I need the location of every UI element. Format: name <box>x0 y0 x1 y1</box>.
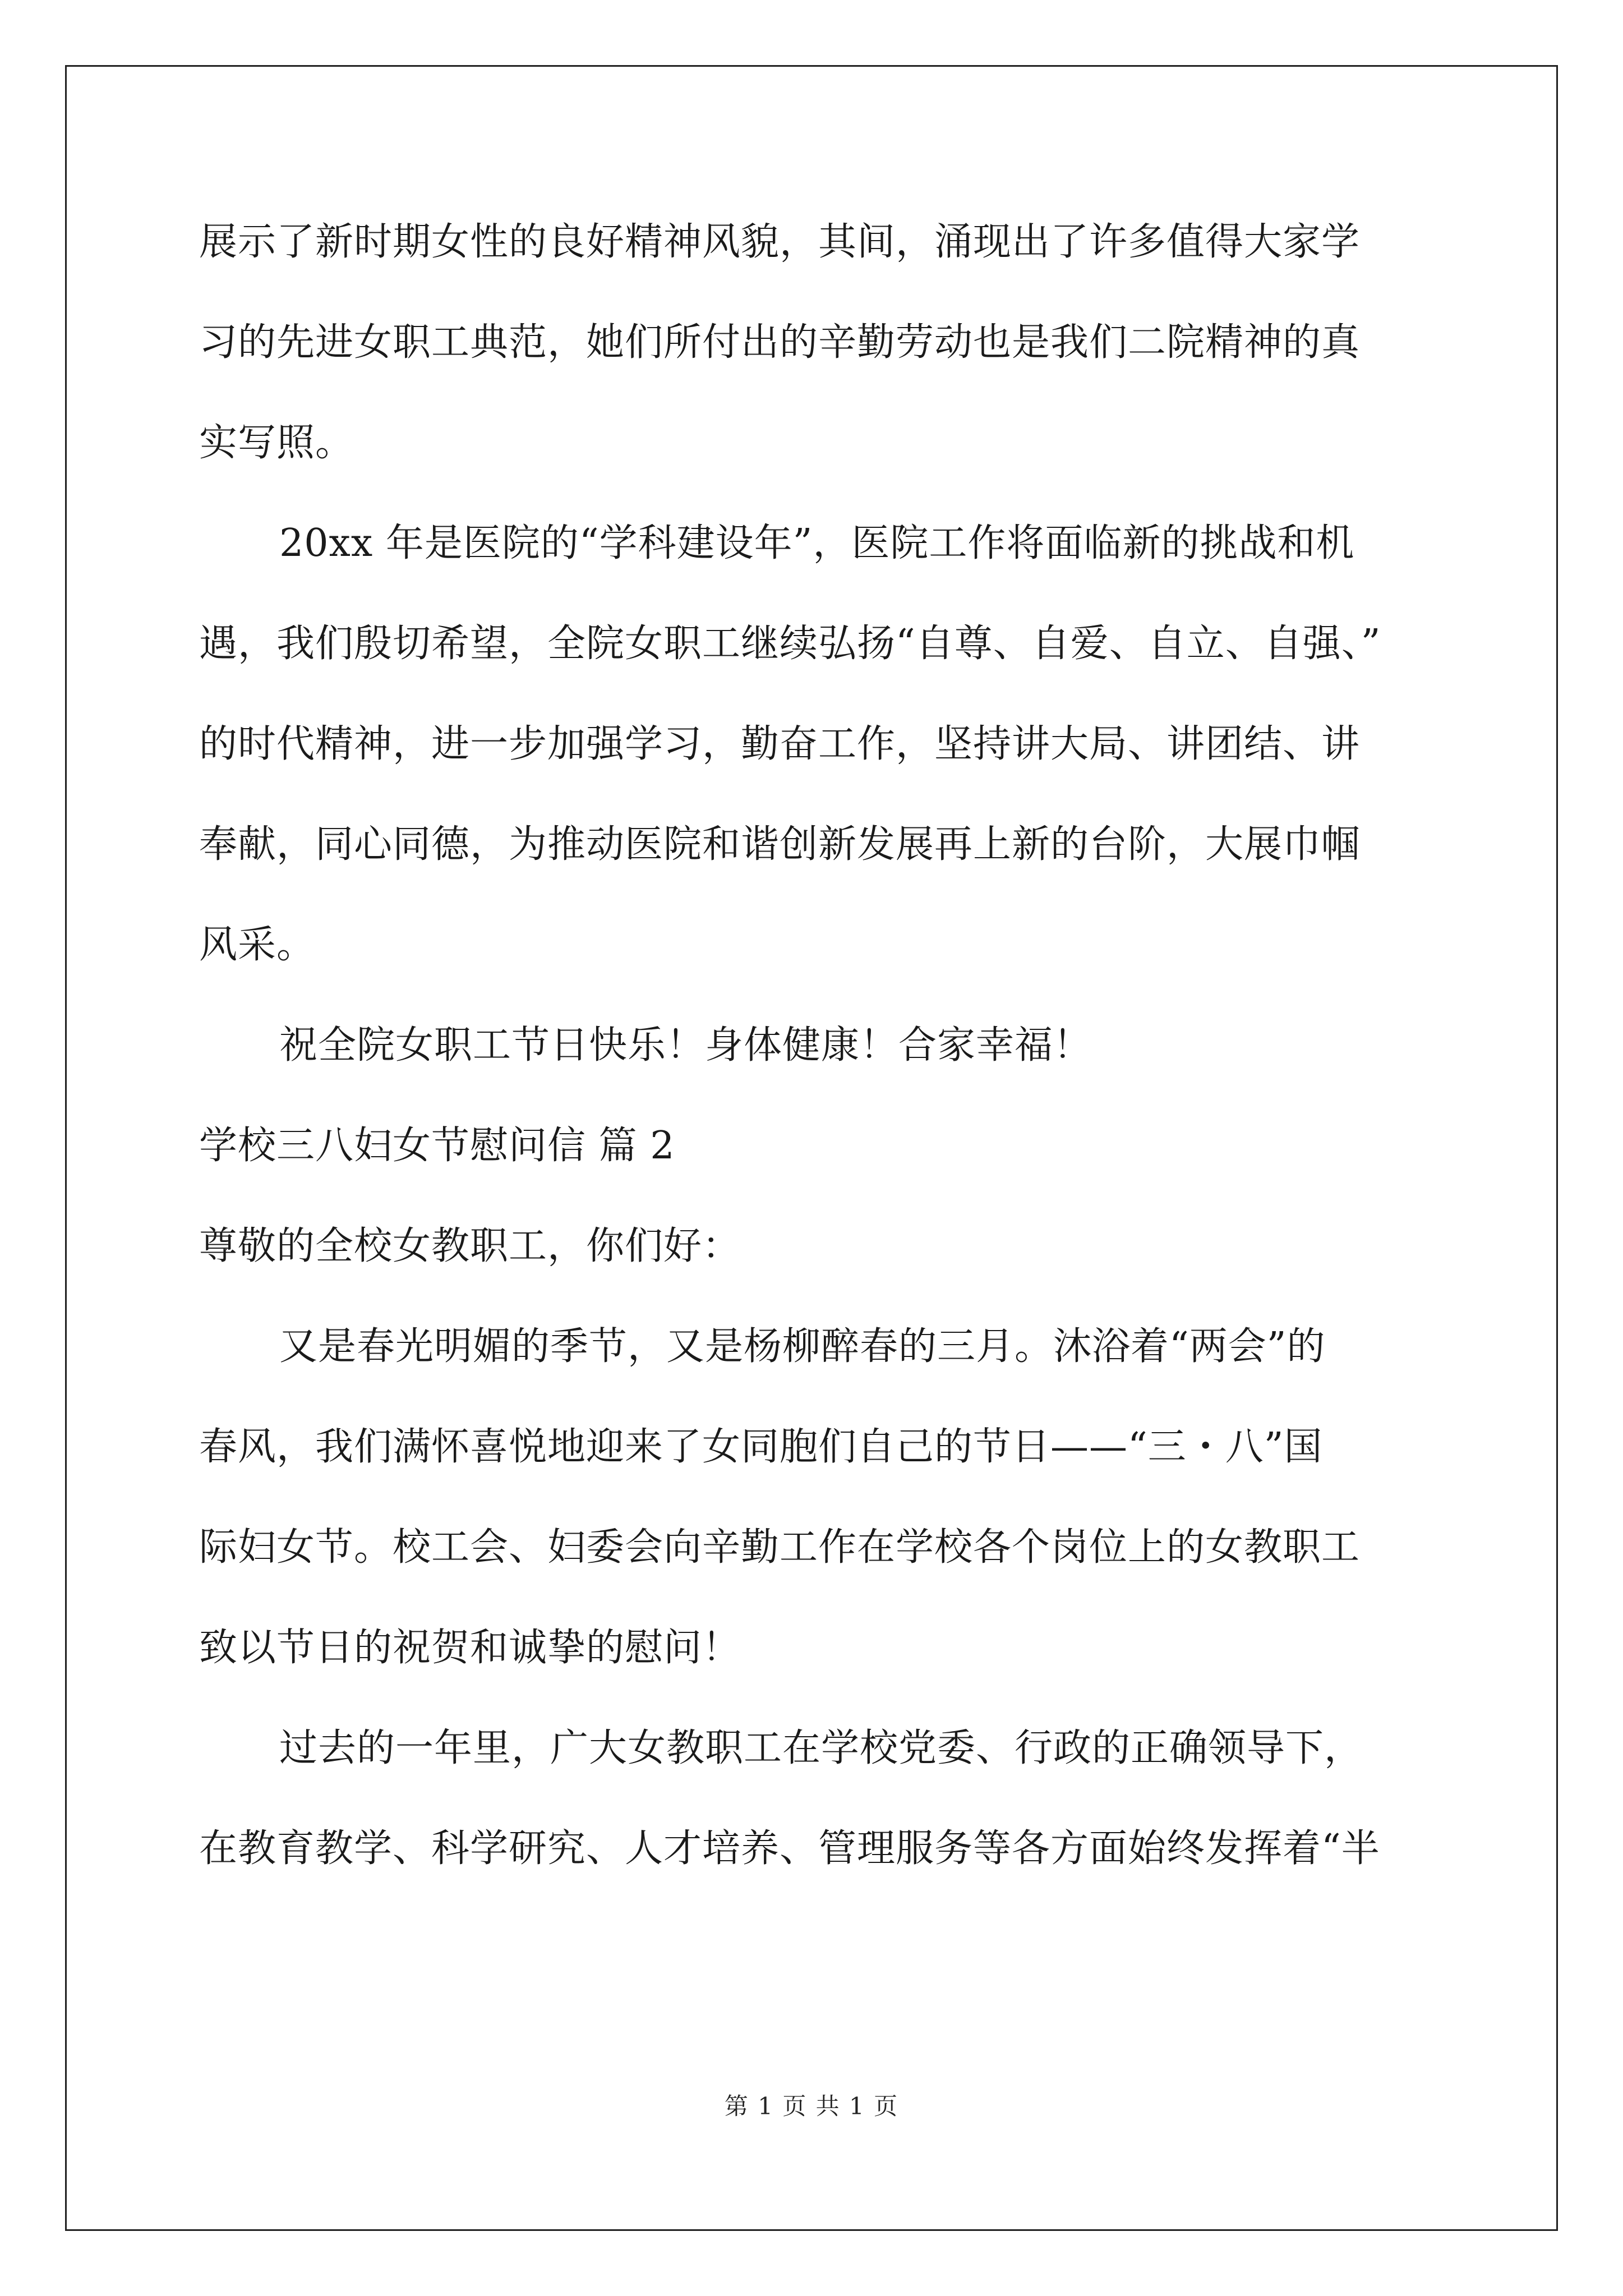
paragraph-start-line: 又是春光明媚的季节，又是杨柳醉春的三月。沐浴着“两会”的 <box>279 1324 1326 1369</box>
body-text-line: 在教育教学、科学研究、人才培养、管理服务等各方面始终发挥着“半 <box>199 1826 1380 1871</box>
salutation-line: 尊敬的全校女教职工，你们好： <box>199 1224 741 1268</box>
body-text-line: 风采。 <box>199 923 316 967</box>
page-footer: 第 1 页 共 1 页 <box>724 2092 899 2120</box>
body-text-line: 春风，我们满怀喜悦地迎来了女同胞们自己的节日——“三・八”国 <box>199 1425 1323 1469</box>
section-heading: 学校三八妇女节慰问信 篇 2 <box>199 1124 675 1168</box>
paragraph-start-line: 祝全院女职工节日快乐！身体健康！合家幸福！ <box>279 1023 1092 1068</box>
body-text-line: 的时代精神，进一步加强学习，勤奋工作，坚持讲大局、讲团结、讲 <box>199 722 1361 766</box>
body-text-line: 实写照。 <box>199 421 354 465</box>
paragraph-start-line: 过去的一年里，广大女教职工在学校党委、行政的正确领导下， <box>279 1726 1363 1770</box>
body-text-line: 奉献，同心同德，为推动医院和谐创新发展再上新的台阶，大展巾帼 <box>199 822 1361 867</box>
body-text-line: 遇，我们殷切希望，全院女职工继续弘扬“自尊、自爱、自立、自强、” <box>199 622 1381 666</box>
body-text-line: 习的先进女职工典范，她们所付出的辛勤劳动也是我们二院精神的真 <box>199 320 1361 365</box>
body-text-line: 际妇女节。校工会、妇委会向辛勤工作在学校各个岗位上的女教职工 <box>199 1525 1361 1570</box>
body-text-line: 展示了新时期女性的良好精神风貌，其间，涌现出了许多值得大家学 <box>199 220 1361 264</box>
body-text-line: 致以节日的祝贺和诚挚的慰问！ <box>199 1626 741 1670</box>
paragraph-start-line: 20xx 年是医院的“学科建设年”，医院工作将面临新的挑战和机 <box>279 521 1355 565</box>
